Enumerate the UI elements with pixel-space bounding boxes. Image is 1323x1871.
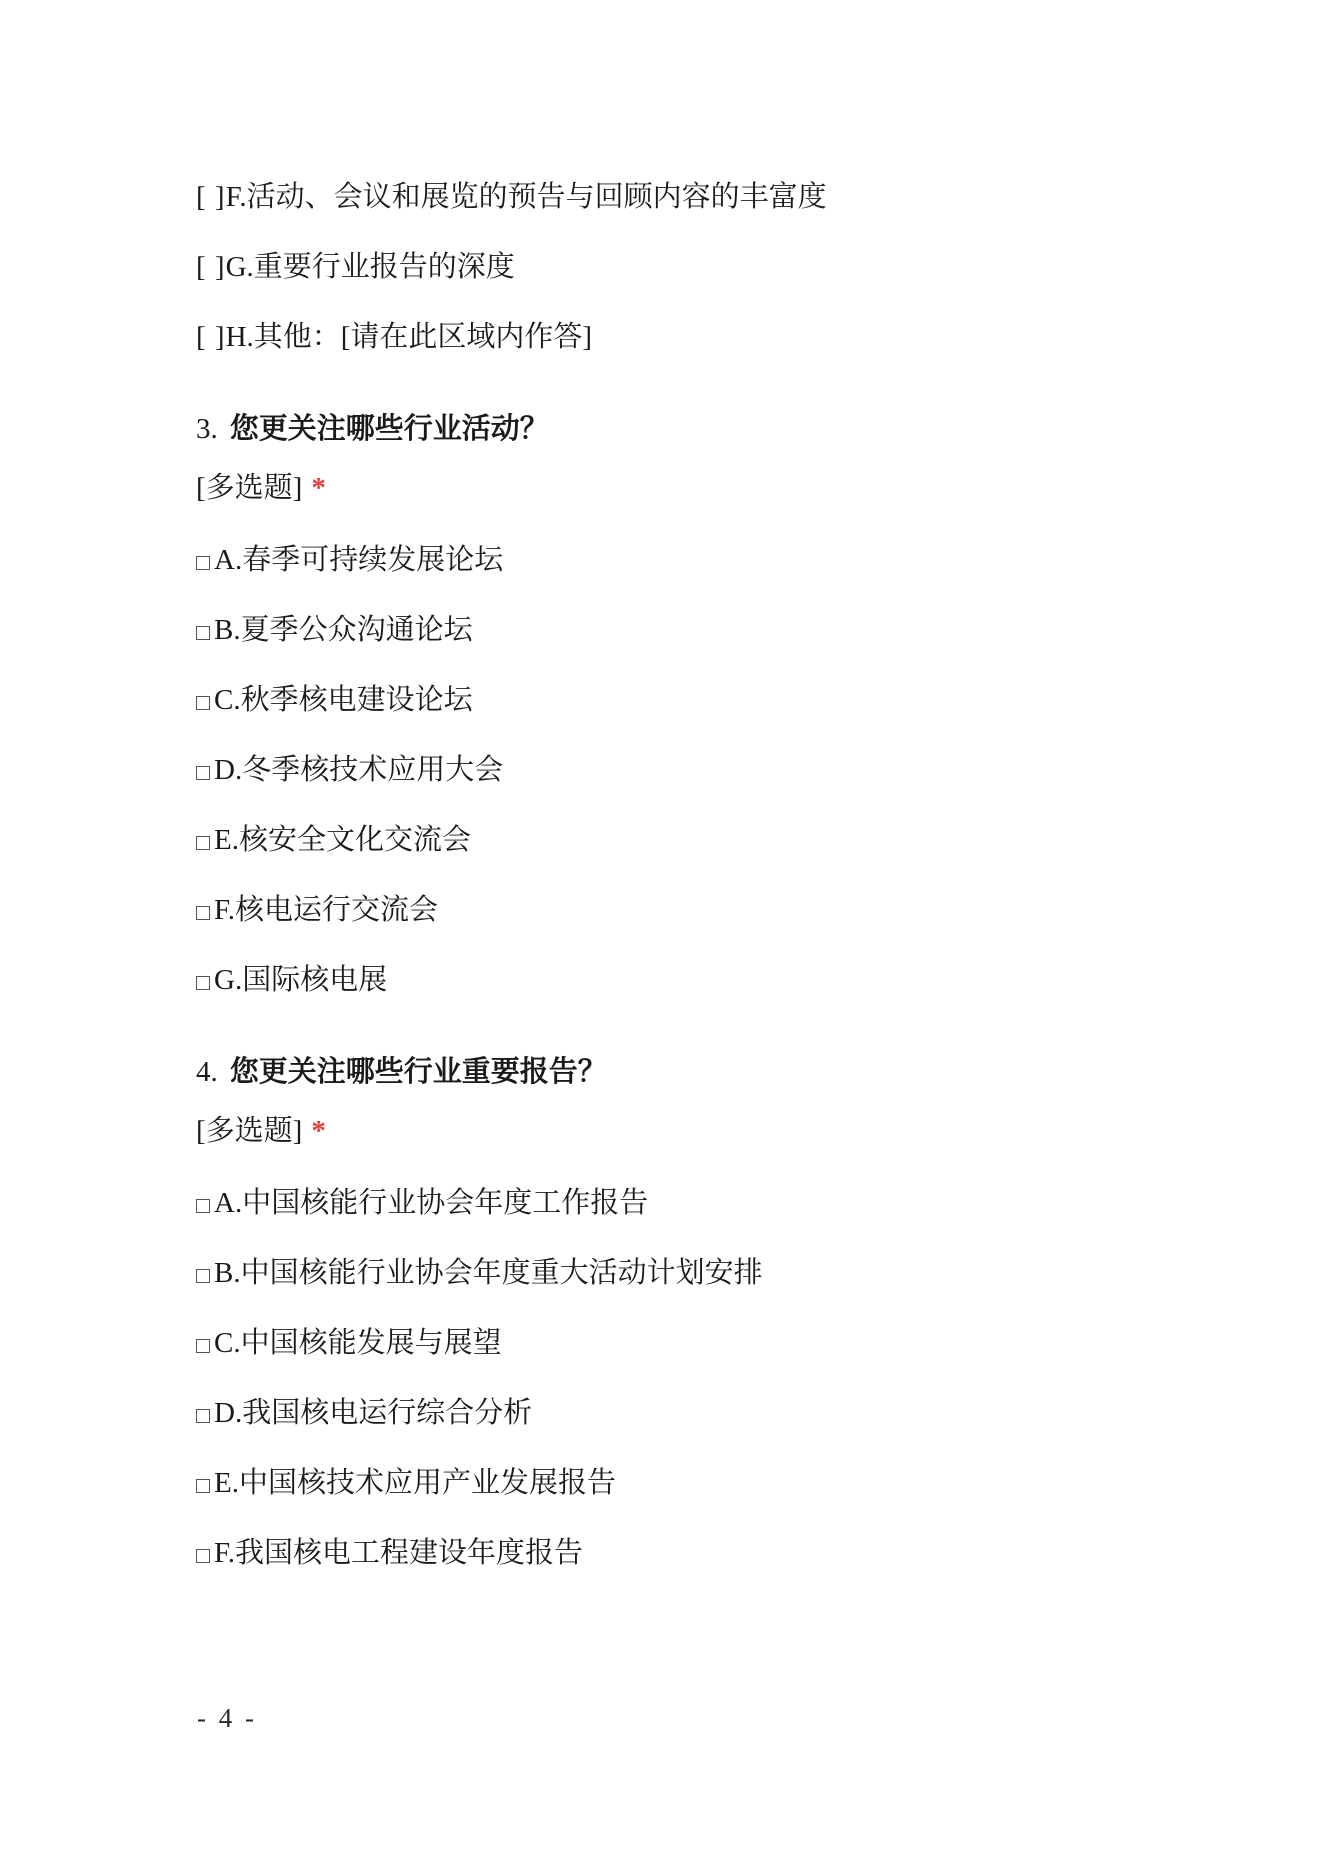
question-heading xyxy=(196,1055,1263,1089)
checkbox-option-row xyxy=(196,1466,1263,1500)
checkbox-icon[interactable] xyxy=(196,1339,210,1353)
bracket-checkbox[interactable]: [ ] xyxy=(196,251,226,283)
required-asterisk: * xyxy=(311,472,326,504)
question-type-label: [多选题] xyxy=(196,472,303,504)
checkbox-icon[interactable] xyxy=(196,1199,210,1213)
option-label: C.秋季核电建设论坛 xyxy=(214,684,473,716)
bracket-checkbox[interactable]: [ ] xyxy=(196,321,226,353)
checkbox-option-row xyxy=(196,683,1263,717)
checkbox-option-row xyxy=(196,613,1263,647)
option-label: F.我国核电工程建设年度报告 xyxy=(214,1537,584,1569)
option-label: D.冬季核技术应用大会 xyxy=(214,754,504,786)
bracket-option-row xyxy=(196,180,1263,214)
checkbox-option-row xyxy=(196,1186,1263,1220)
question-block xyxy=(196,1055,1263,1570)
checkbox-icon[interactable] xyxy=(196,556,210,570)
checkbox-icon[interactable] xyxy=(196,1549,210,1563)
checkbox-option-row xyxy=(196,1256,1263,1290)
checkbox-option-row xyxy=(196,823,1263,857)
checkbox-option-row xyxy=(196,1536,1263,1570)
checkbox-option-row xyxy=(196,893,1263,927)
checkbox-icon[interactable] xyxy=(196,696,210,710)
checkbox-icon[interactable] xyxy=(196,1409,210,1423)
option-label: B.夏季公众沟通论坛 xyxy=(214,614,473,646)
option-label: E.核安全文化交流会 xyxy=(214,824,471,856)
option-label: F.活动、会议和展览的预告与回顾内容的丰富度 xyxy=(225,181,827,213)
question-block xyxy=(196,412,1263,997)
option-label: C.中国核能发展与展望 xyxy=(214,1327,502,1359)
checkbox-option-row xyxy=(196,753,1263,787)
checkbox-option-row xyxy=(196,963,1263,997)
bracket-option-row xyxy=(196,320,1263,354)
required-asterisk: * xyxy=(311,1115,326,1147)
question-type-line xyxy=(196,1114,1263,1148)
option-label: H.其他：[请在此区域内作答] xyxy=(225,321,593,353)
question-number: 4. xyxy=(196,1056,218,1088)
bracket-option-row xyxy=(196,250,1263,284)
carryover-options-list xyxy=(196,180,1263,354)
question-title: 您更关注哪些行业重要报告？ xyxy=(229,1056,607,1088)
checkbox-icon[interactable] xyxy=(196,1479,210,1493)
options-list xyxy=(196,1186,1263,1570)
option-label: E.中国核技术应用产业发展报告 xyxy=(214,1467,616,1499)
checkbox-option-row xyxy=(196,1396,1263,1430)
page-number: - 4 - xyxy=(197,1703,257,1733)
checkbox-icon[interactable] xyxy=(196,976,210,990)
checkbox-icon[interactable] xyxy=(196,626,210,640)
checkbox-option-row xyxy=(196,543,1263,577)
checkbox-icon[interactable] xyxy=(196,906,210,920)
question-title: 您更关注哪些行业活动？ xyxy=(229,413,549,445)
option-label: F.核电运行交流会 xyxy=(214,894,439,926)
option-label: A.春季可持续发展论坛 xyxy=(214,544,504,576)
question-heading xyxy=(196,412,1263,446)
page-content xyxy=(196,180,1263,1606)
option-label: A.中国核能行业协会年度工作报告 xyxy=(214,1187,649,1219)
checkbox-icon[interactable] xyxy=(196,836,210,850)
options-list xyxy=(196,543,1263,997)
option-label: G.重要行业报告的深度 xyxy=(225,251,515,283)
option-label: G.国际核电展 xyxy=(214,964,388,996)
bracket-checkbox[interactable]: [ ] xyxy=(196,181,226,213)
question-number: 3. xyxy=(196,413,218,445)
checkbox-option-row xyxy=(196,1326,1263,1360)
checkbox-icon[interactable] xyxy=(196,766,210,780)
questions-list xyxy=(196,412,1263,1570)
question-type-label: [多选题] xyxy=(196,1115,303,1147)
question-type-line xyxy=(196,471,1263,505)
checkbox-icon[interactable] xyxy=(196,1269,210,1283)
option-label: B.中国核能行业协会年度重大活动计划安排 xyxy=(214,1257,763,1289)
option-label: D.我国核电运行综合分析 xyxy=(214,1397,533,1429)
